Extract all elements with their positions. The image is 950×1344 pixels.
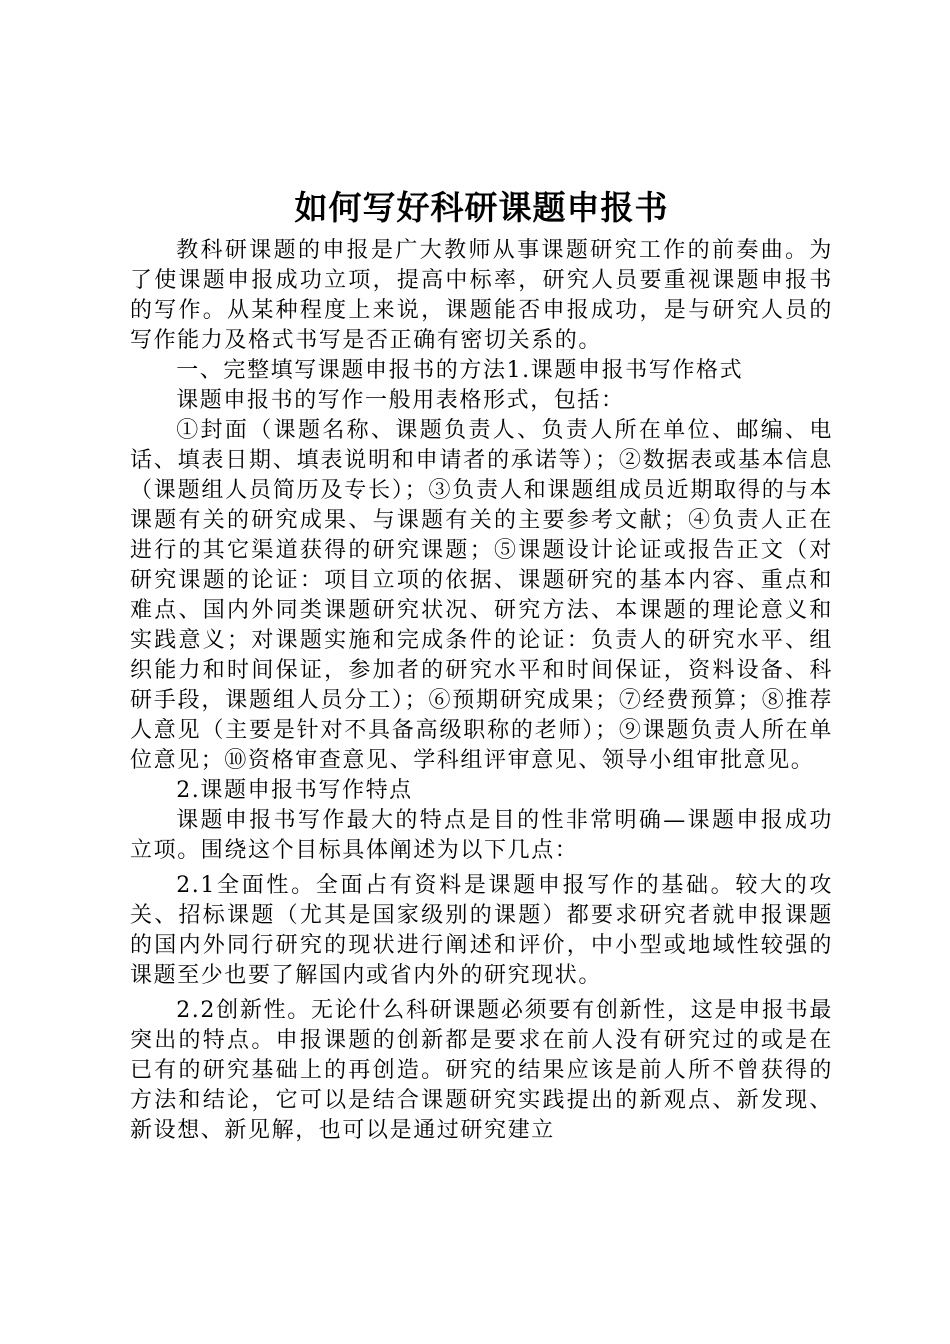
paragraph-innovation: 2.2创新性。无论什么科研课题必须要有创新性，这是申报书最突出的特点。申报课题的创新都是要求在前人没有研究过的或是在已有的研究基础上的再创造。研究的结果应该是前人所不曾获得的方法和结论，它可以是结合课题研究实践提出的新观点、新发现、新设想、新见解，也可以是通过研究建立 (130, 998, 833, 1143)
document-title: 如何写好科研课题申报书 (294, 188, 669, 227)
document-page (130, 180, 833, 1146)
paragraph-format-intro: 课题申报书的写作一般用表格形式，包括： (176, 388, 625, 413)
section-heading-1: 一、完整填写课题申报书的方法1.课题申报书写作格式 (176, 358, 744, 383)
paragraph-comprehensiveness: 2.1全面性。全面占有资料是课题申报写作的基础。较大的攻关、招标课题（尤其是国家级别的课题）都要求研究者就申报课题的国内外同行研究的现状进行阐述和评价，中小型或地域性较强的课题至少也要了解国内或省内外的研究现状。 (130, 873, 833, 988)
paragraph-intro: 教科研课题的申报是广大教师从事课题研究工作的前奏曲。为了使课题申报成功立项，提高中标率，研究人员要重视课题申报书的写作。从某种程度上来说，课题能否申报成功，是与研究人员的写作能力及格式书写是否正确有密切关系的。 (130, 238, 833, 353)
paragraph-features-intro: 课题申报书写作最大的特点是目的性非常明确—课题申报成功立项。围绕这个目标具体阐述为以下几点： (130, 808, 833, 863)
section-heading-2: 2.课题申报书写作特点 (176, 778, 413, 803)
paragraph-format-list: ①封面（课题名称、课题负责人、负责人所在单位、邮编、电话、填表日期、填表说明和申请者的承诺等）；②数据表或基本信息（课题组人员简历及专长）；③负责人和课题组成员近期取得的与本课题有关的研究成果、与课题有关的主要参考文献；④负责人正在进行的其它渠道获得的研究课题；⑤课题设计论证或报告正文（对研究课题的论证：项目立项的依据、课题研究的基本内容、重点和难点、国内外同类课题研究状况、研究方法、本课题的理论意义和实践意义；对课题实施和完成条件的论证：负责人的研究水平、组织能力和时间保证，参加者的研究水平和时间保证，资料设备、科研手段，课题组人员分工）；⑥预期研究成果；⑦经费预算；⑧推荐人意见（主要是针对不具备高级职称的老师）；⑨课题负责人所在单位意见；⑩资格审查意见、学科组评审意见、领导小组审批意见。 (130, 418, 833, 773)
